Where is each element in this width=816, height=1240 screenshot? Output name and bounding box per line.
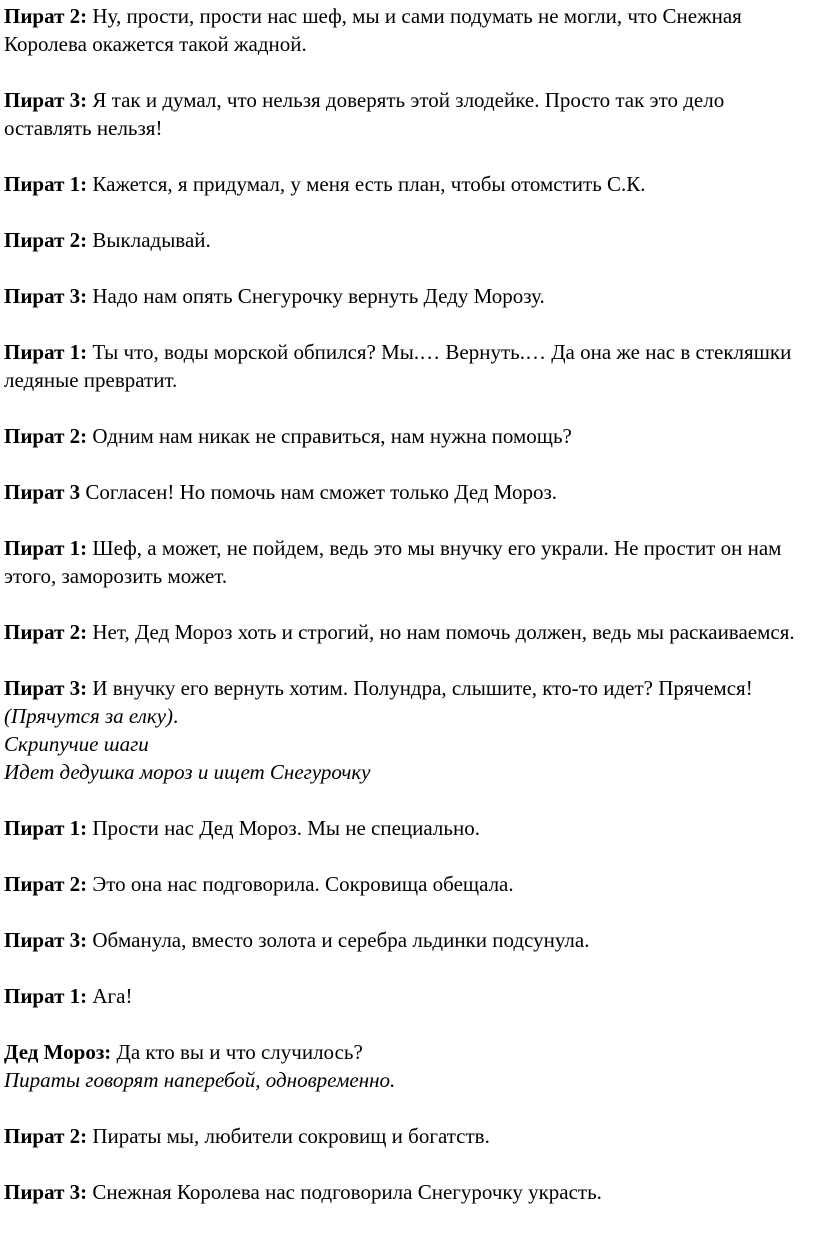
- speaker-name: Пират 2:: [4, 228, 88, 252]
- speaker-name: Пират 1:: [4, 816, 88, 840]
- speaker-name: Пират 3: [4, 480, 81, 504]
- line-text: Одним нам никак не справиться, нам нужна помощь?: [87, 424, 572, 448]
- speaker-name: Пират 3:: [4, 1180, 88, 1204]
- speaker-name: Пират 3:: [4, 928, 88, 952]
- stage-direction: Пираты говорят наперебой, одновременно.: [4, 1068, 396, 1092]
- line-text: Ну, прости, прости нас шеф, мы и сами подумать не могли, что Снежная Королева окажется такой жадной.: [4, 4, 742, 56]
- speaker-name: Пират 2:: [4, 620, 88, 644]
- stage-direction-inline: (Прячутся за елку): [4, 704, 174, 728]
- script-line: [4, 282, 812, 310]
- speaker-name: Пират 2:: [4, 1124, 88, 1148]
- speaker-name: Пират 3:: [4, 88, 88, 112]
- line-text: Надо нам опять Снегурочку вернуть Деду Морозу.: [87, 284, 545, 308]
- script-line: [4, 478, 812, 506]
- script-line: [4, 1122, 812, 1150]
- script-line: [4, 926, 812, 954]
- speaker-name: Пират 2:: [4, 4, 88, 28]
- line-text: Обманула, вместо золота и серебра льдинки подсунула.: [87, 928, 590, 952]
- line-text: Нет, Дед Мороз хоть и строгий, но нам помочь должен, ведь мы раскаиваемся.: [87, 620, 795, 644]
- script-line: [4, 1178, 812, 1206]
- document-page: [0, 2, 816, 1206]
- script-line: [4, 338, 812, 394]
- speaker-name: Пират 3:: [4, 676, 88, 700]
- speaker-name: Пират 1:: [4, 536, 88, 560]
- script-line: [4, 422, 812, 450]
- line-text: И внучку его вернуть хотим. Полундра, слышите, кто-то идет? Прячемся!: [87, 676, 753, 700]
- speaker-name: Пират 3:: [4, 284, 88, 308]
- line-text: Прости нас Дед Мороз. Мы не специально.: [87, 816, 480, 840]
- line-text-tail: .: [173, 704, 179, 728]
- line-text: Выкладывай.: [87, 228, 211, 252]
- speaker-name: Пират 2:: [4, 872, 88, 896]
- line-text: Ага!: [87, 984, 133, 1008]
- script-line: [4, 226, 812, 254]
- line-text: Шеф, а может, не пойдем, ведь это мы внучку его украли. Не простит он нам этого, заморозить может.: [4, 536, 782, 588]
- script-line: [4, 814, 812, 842]
- line-text: Кажется, я придумал, у меня есть план, чтобы отомстить С.К.: [87, 172, 646, 196]
- line-text: Пираты мы, любители сокровищ и богатств.: [87, 1124, 490, 1148]
- speaker-name: Дед Мороз:: [4, 1040, 112, 1064]
- speaker-name: Пират 2:: [4, 424, 88, 448]
- speaker-name: Пират 1:: [4, 984, 88, 1008]
- line-text: Это она нас подговорила. Сокровища обещала.: [87, 872, 514, 896]
- script-line: [4, 982, 812, 1010]
- stage-direction: Идет дедушка мороз и ищет Снегурочку: [4, 760, 371, 784]
- script-line: [4, 2, 812, 58]
- line-text: Согласен! Но помочь нам сможет только Дед Мороз.: [80, 480, 557, 504]
- speaker-name: Пират 1:: [4, 172, 88, 196]
- line-text: Я так и думал, что нельзя доверять этой злодейке. Просто так это дело оставлять нельзя!: [4, 88, 725, 140]
- line-text: Снежная Королева нас подговорила Снегурочку украсть.: [87, 1180, 602, 1204]
- script-line: [4, 674, 812, 730]
- script-line: [4, 86, 812, 142]
- script-line: [4, 618, 812, 646]
- script-line: [4, 1038, 812, 1066]
- script-line: [4, 534, 812, 590]
- speaker-name: Пират 1:: [4, 340, 88, 364]
- script-line: [4, 170, 812, 198]
- line-text: Ты что, воды морской обпился? Мы.… Вернуть.… Да она же нас в стекляшки ледяные превратит.: [4, 340, 792, 392]
- line-text: Да кто вы и что случилось?: [111, 1040, 363, 1064]
- stage-direction: Скрипучие шаги: [4, 732, 149, 756]
- script-line: [4, 870, 812, 898]
